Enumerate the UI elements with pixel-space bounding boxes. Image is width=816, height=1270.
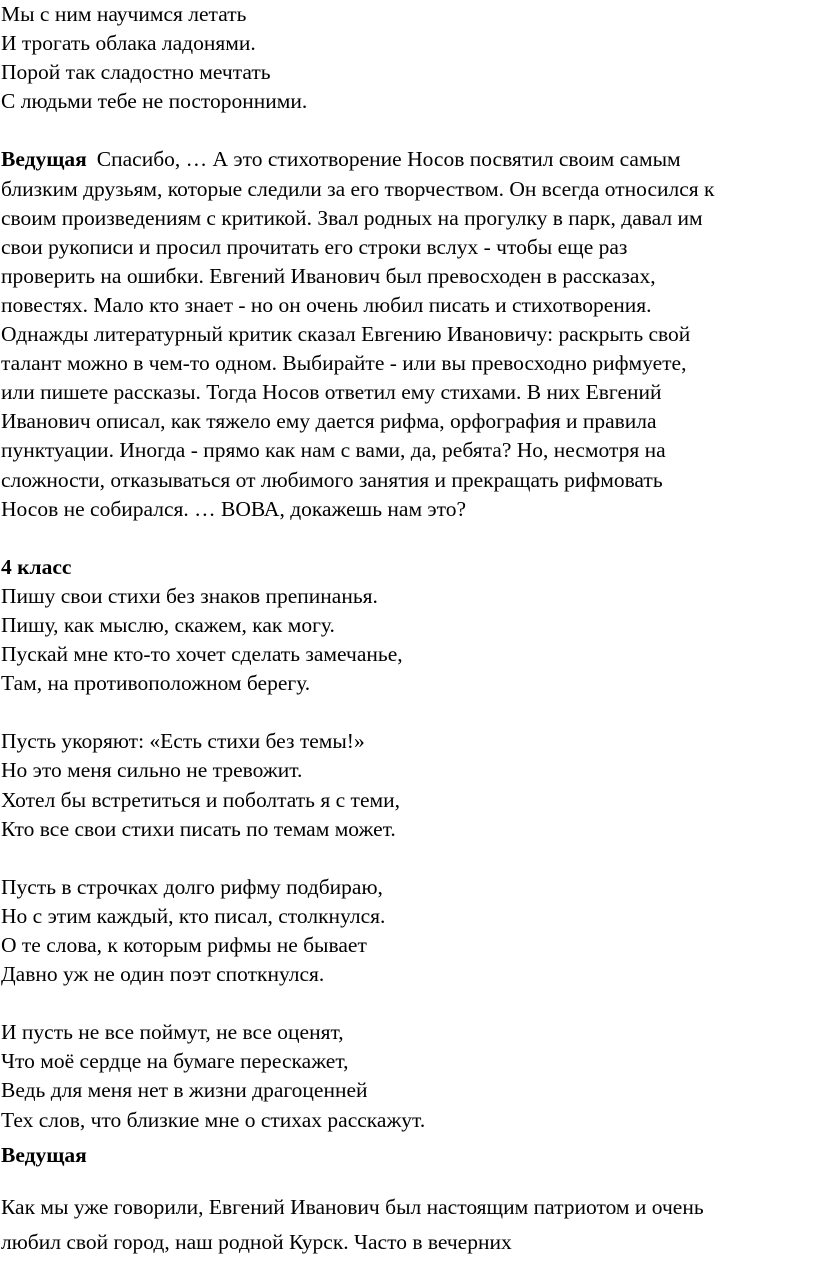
poem-line: Пусть укоряют: «Есть стихи без темы!» [1, 729, 365, 754]
poem-line: Ведь для меня нет в жизни драгоценней [1, 1078, 368, 1103]
paragraph-line: близким друзьям, которые следили за его творчеством. Он всегда относился к [1, 176, 715, 201]
paragraph-line: Однажды литературный критик сказал Евгению Ивановичу: раскрыть свой [1, 322, 691, 347]
poem-line: Там, на противоположном берегу. [1, 671, 311, 696]
paragraph-line: Иванович описал, как тяжело ему дается рифма, орфография и правила [1, 409, 657, 434]
poem-line: И пусть не все поймут, не все оценят, [1, 1020, 344, 1045]
speaker-label: Ведущая [1, 1142, 87, 1167]
blank-line [1, 524, 816, 553]
paragraph-line: свои рукописи и просил прочитать его строки вслух - чтобы еще раз [1, 234, 628, 259]
poem-line: Кто все свои стихи писать по темам может. [1, 816, 396, 841]
paragraph-line: Спасибо, … А это стихотворение Носов посвятил своим самым [96, 147, 681, 172]
poem-line: С людьми тебе не посторонними. [1, 89, 308, 114]
paragraph-line: Как мы уже говорили, Евгений Иванович был настоящим патриотом и очень [1, 1194, 704, 1219]
paragraph-line: талант можно в чем-то одном. Выбирайте - или вы превосходно рифмуете, [1, 351, 687, 376]
speaker-label: Ведущая [1, 147, 87, 172]
poem-stanza-3 [1, 873, 816, 989]
paragraph-line: повестях. Мало кто знает - но он очень любил писать и стихотворения. [1, 292, 652, 317]
blank-line [1, 698, 816, 727]
poem-line: Порой так сладостно мечтать [1, 60, 271, 85]
paragraph-line: Носов не собирался. … ВОВА, докажешь нам это? [1, 496, 467, 521]
poem-line: Пишу, как мыслю, скажем, как могу. [1, 612, 335, 637]
poem-line: Но это меня сильно не тревожит. [1, 758, 303, 783]
poem-line: Но с этим каждый, кто писал, столкнулся. [1, 903, 386, 928]
paragraph-first-line [1, 145, 816, 174]
poem-line: О те слова, к которым рифмы не бывает [1, 933, 367, 957]
poem-stanza-2 [1, 727, 816, 843]
poem-heading: 4 класс [1, 554, 72, 579]
host-paragraph-1 [1, 145, 816, 523]
paragraph-line: пунктуации. Иногда - прямо как нам с вами, да, ребята? Но, несмотря на [1, 438, 666, 463]
poem-line: Пусть в строчках долго рифму подбираю, [1, 874, 383, 899]
paragraph-line: сложности, отказываться от любимого занятия и прекращать рифмовать [1, 467, 663, 492]
host-paragraph-2 [1, 1190, 816, 1260]
blank-line [1, 989, 816, 1018]
poem-stanza-4 [1, 1018, 816, 1134]
poem-line: Что моё сердце на бумаге перескажет, [1, 1049, 349, 1074]
poem-line: Пускай мне кто-то хочет сделать замечанье, [1, 642, 403, 667]
poem-line: Давно уж не один поэт споткнулся. [1, 962, 325, 987]
paragraph-line: своим произведениям с критикой. Звал родных на прогулку в парк, давал им [1, 205, 703, 230]
paragraph-line: проверить на ошибки. Евгений Иванович был превосходен в рассказах, [1, 263, 656, 288]
paragraph-line: любил свой город, наш родной Курск. Часто в вечерних [1, 1229, 512, 1254]
blank-line [1, 116, 816, 145]
paragraph-line: или пишете рассказы. Тогда Носов ответил ему стихами. В них Евгений [1, 380, 662, 405]
blank-line [1, 844, 816, 873]
poem-stanza-1 [1, 582, 816, 698]
poem [1, 553, 816, 1135]
poem-line: Тех слов, что близкие мне о стихах расскажут. [1, 1107, 426, 1132]
poem-line: Мы с ним научимся летать [1, 2, 247, 26]
poem-line: Хотел бы встретиться и поболтать я с теми, [1, 787, 400, 812]
poem-line: Пишу свои стихи без знаков препинанья. [1, 583, 378, 608]
intro-stanza [1, 0, 816, 116]
poem-line: И трогать облака ладонями. [1, 31, 256, 56]
